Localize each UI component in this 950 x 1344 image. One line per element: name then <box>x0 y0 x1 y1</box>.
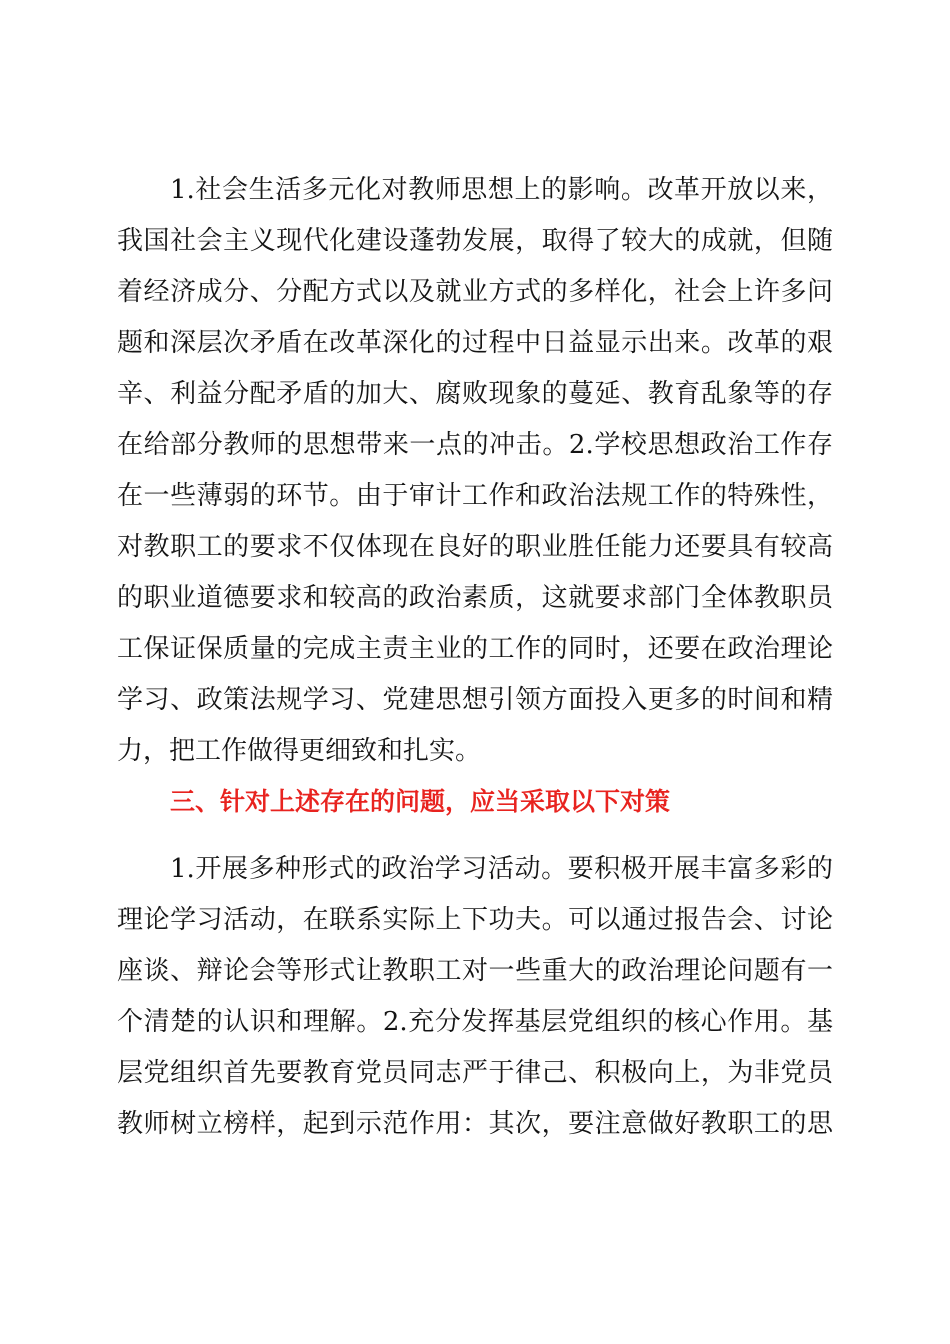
section-heading: 三、针对上述存在的问题，应当采取以下对策 <box>170 787 671 816</box>
paragraph-line: 着经济成分、分配方式以及就业方式的多样化，社会上许多问 <box>117 277 833 307</box>
paragraph-line: 教师树立榜样，起到示范作用：其次，要注意做好教职工的思 <box>117 1109 833 1139</box>
paragraph-line: 在一些薄弱的环节。由于审计工作和政治法规工作的特殊性， <box>117 481 833 511</box>
paragraph-line: 1.开展多种形式的政治学习活动。要积极开展丰富多彩的 <box>170 854 833 884</box>
paragraph-line: 题和深层次矛盾在改革深化的过程中日益显示出来。改革的艰 <box>117 328 833 358</box>
paragraph-line: 理论学习活动，在联系实际上下功夫。可以通过报告会、讨论 <box>117 905 833 935</box>
paragraph-line: 在给部分教师的思想带来一点的冲击。2.学校思想政治工作存 <box>117 430 833 460</box>
paragraph-line: 1.社会生活多元化对教师思想上的影响。改革开放以来， <box>170 175 833 205</box>
paragraph-line: 对教职工的要求不仅体现在良好的职业胜任能力还要具有较高 <box>117 532 833 562</box>
paragraph-line: 学习、政策法规学习、党建思想引领方面投入更多的时间和精 <box>117 685 833 715</box>
paragraph-line: 层党组织首先要教育党员同志严于律己、积极向上，为非党员 <box>117 1058 833 1088</box>
paragraph-line: 我国社会主义现代化建设蓬勃发展，取得了较大的成就，但随 <box>117 226 833 256</box>
paragraph-line: 力，把工作做得更细致和扎实。 <box>117 736 482 766</box>
paragraph-line: 个清楚的认识和理解。2.充分发挥基层党组织的核心作用。基 <box>117 1007 833 1037</box>
paragraph-line: 的职业道德要求和较高的政治素质，这就要求部门全体教职员 <box>117 583 833 613</box>
paragraph-line: 辛、利益分配矛盾的加大、腐败现象的蔓延、教育乱象等的存 <box>117 379 833 409</box>
paragraph-line: 座谈、辩论会等形式让教职工对一些重大的政治理论问题有一 <box>117 956 833 986</box>
paragraph-line: 工保证保质量的完成主责主业的工作的同时，还要在政治理论 <box>117 634 833 664</box>
